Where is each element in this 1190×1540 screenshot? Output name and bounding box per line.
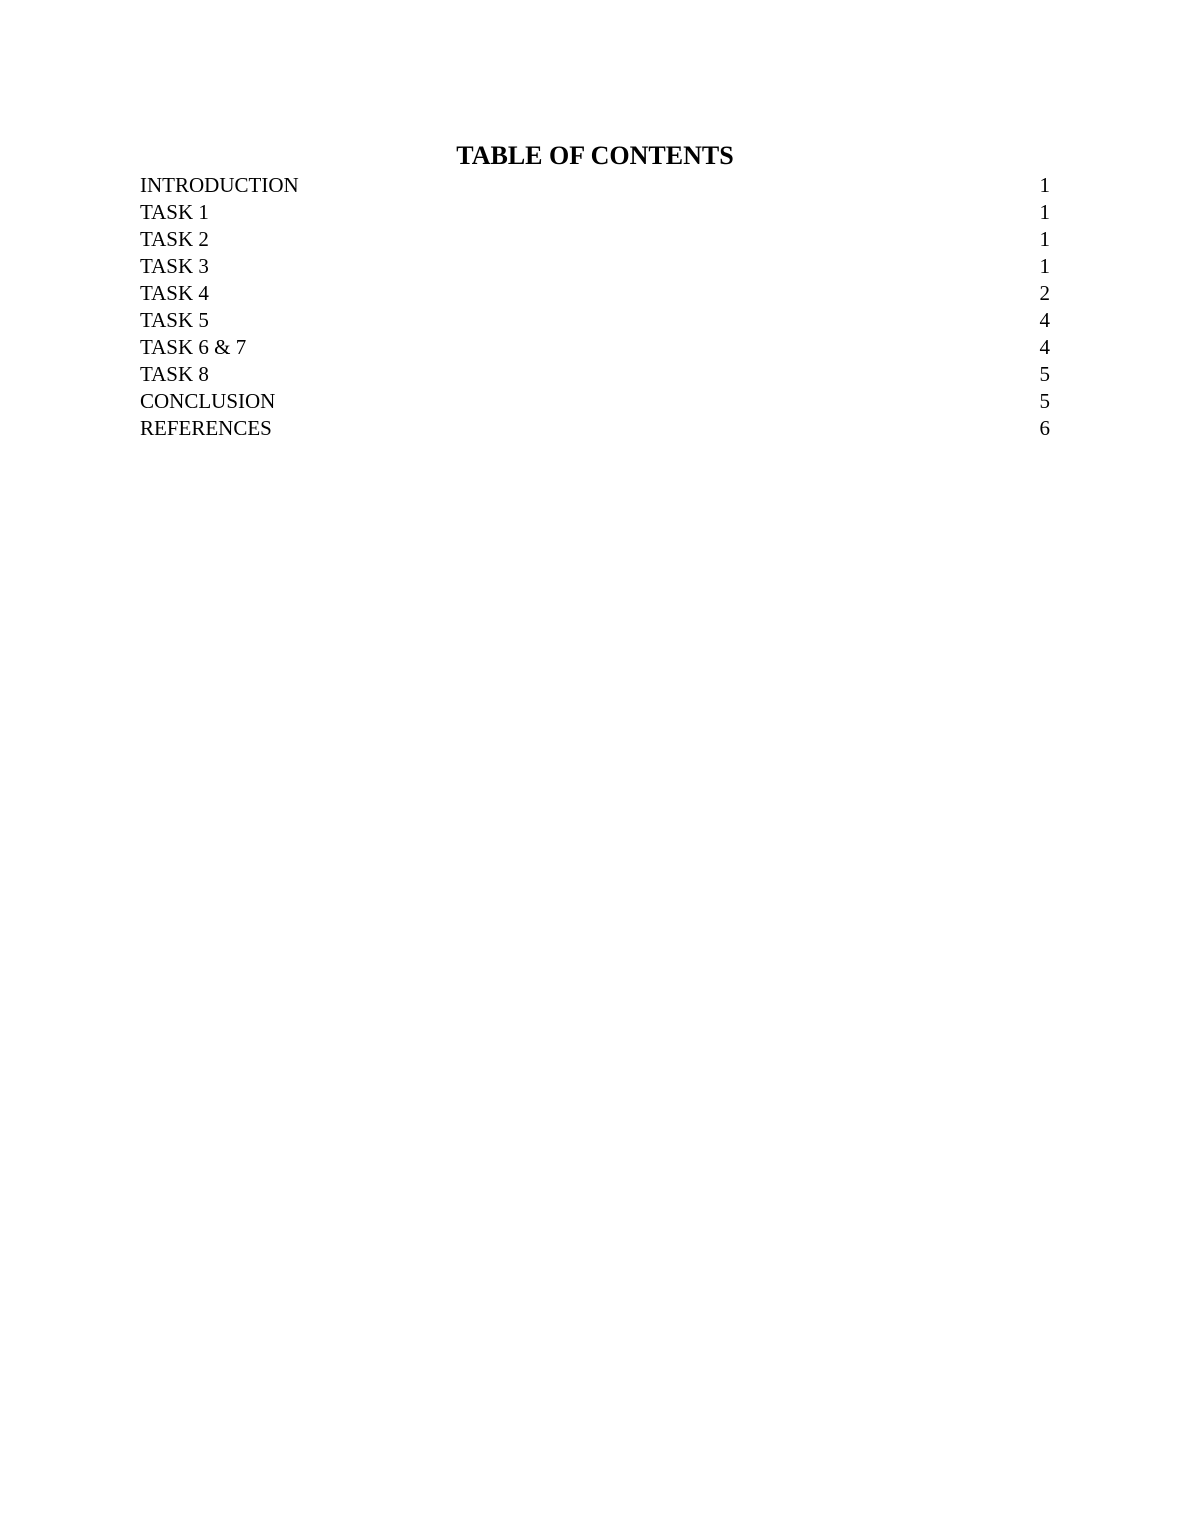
toc-entry-label: TASK 1 [140,200,209,224]
toc-item [140,280,1050,307]
toc-entry-task-1[interactable] [140,199,1050,226]
toc-item [140,361,1050,388]
toc-entry-label: TASK 5 [140,308,209,332]
toc-entry-label: CONCLUSION [140,389,276,413]
toc-item [140,226,1050,253]
toc-entry-references[interactable] [140,415,1050,442]
toc-entry-task-5[interactable] [140,307,1050,334]
toc-entry-page-number: 5 [1039,362,1050,386]
toc-entry-label: INTRODUCTION [140,173,299,197]
toc-item [140,199,1050,226]
toc-entry-page-number: 4 [1039,335,1050,359]
toc-entry-page-number: 4 [1039,308,1050,332]
toc-entry-page-number: 1 [1039,200,1050,224]
toc-entry-label: TASK 4 [140,281,209,305]
toc-item [140,388,1050,415]
toc-entry-task-8[interactable] [140,361,1050,388]
toc-entry-task-4[interactable] [140,280,1050,307]
toc-entry-page-number: 6 [1039,416,1050,440]
toc-item [140,172,1050,199]
toc-entry-page-number: 2 [1039,281,1050,305]
toc-entry-page-number: 1 [1039,227,1050,251]
toc-list [140,172,1050,442]
toc-title: TABLE OF CONTENTS [456,141,734,170]
toc-entry-task-6-7[interactable] [140,334,1050,361]
toc-entry-label: TASK 3 [140,254,209,278]
toc-entry-task-3[interactable] [140,253,1050,280]
toc-item [140,334,1050,361]
toc-entry-task-2[interactable] [140,226,1050,253]
toc-entry-introduction[interactable] [140,172,1050,199]
toc-entry-page-number: 1 [1039,173,1050,197]
toc-entry-page-number: 1 [1039,254,1050,278]
toc-entry-label: TASK 8 [140,362,209,386]
toc-item [140,415,1050,442]
toc-entry-label: TASK 6 & 7 [140,335,247,359]
toc-entry-label: REFERENCES [140,416,272,440]
toc-entry-page-number: 5 [1039,389,1050,413]
toc-item [140,307,1050,334]
toc-entry-conclusion[interactable] [140,388,1050,415]
toc-item [140,253,1050,280]
toc-entry-label: TASK 2 [140,227,209,251]
